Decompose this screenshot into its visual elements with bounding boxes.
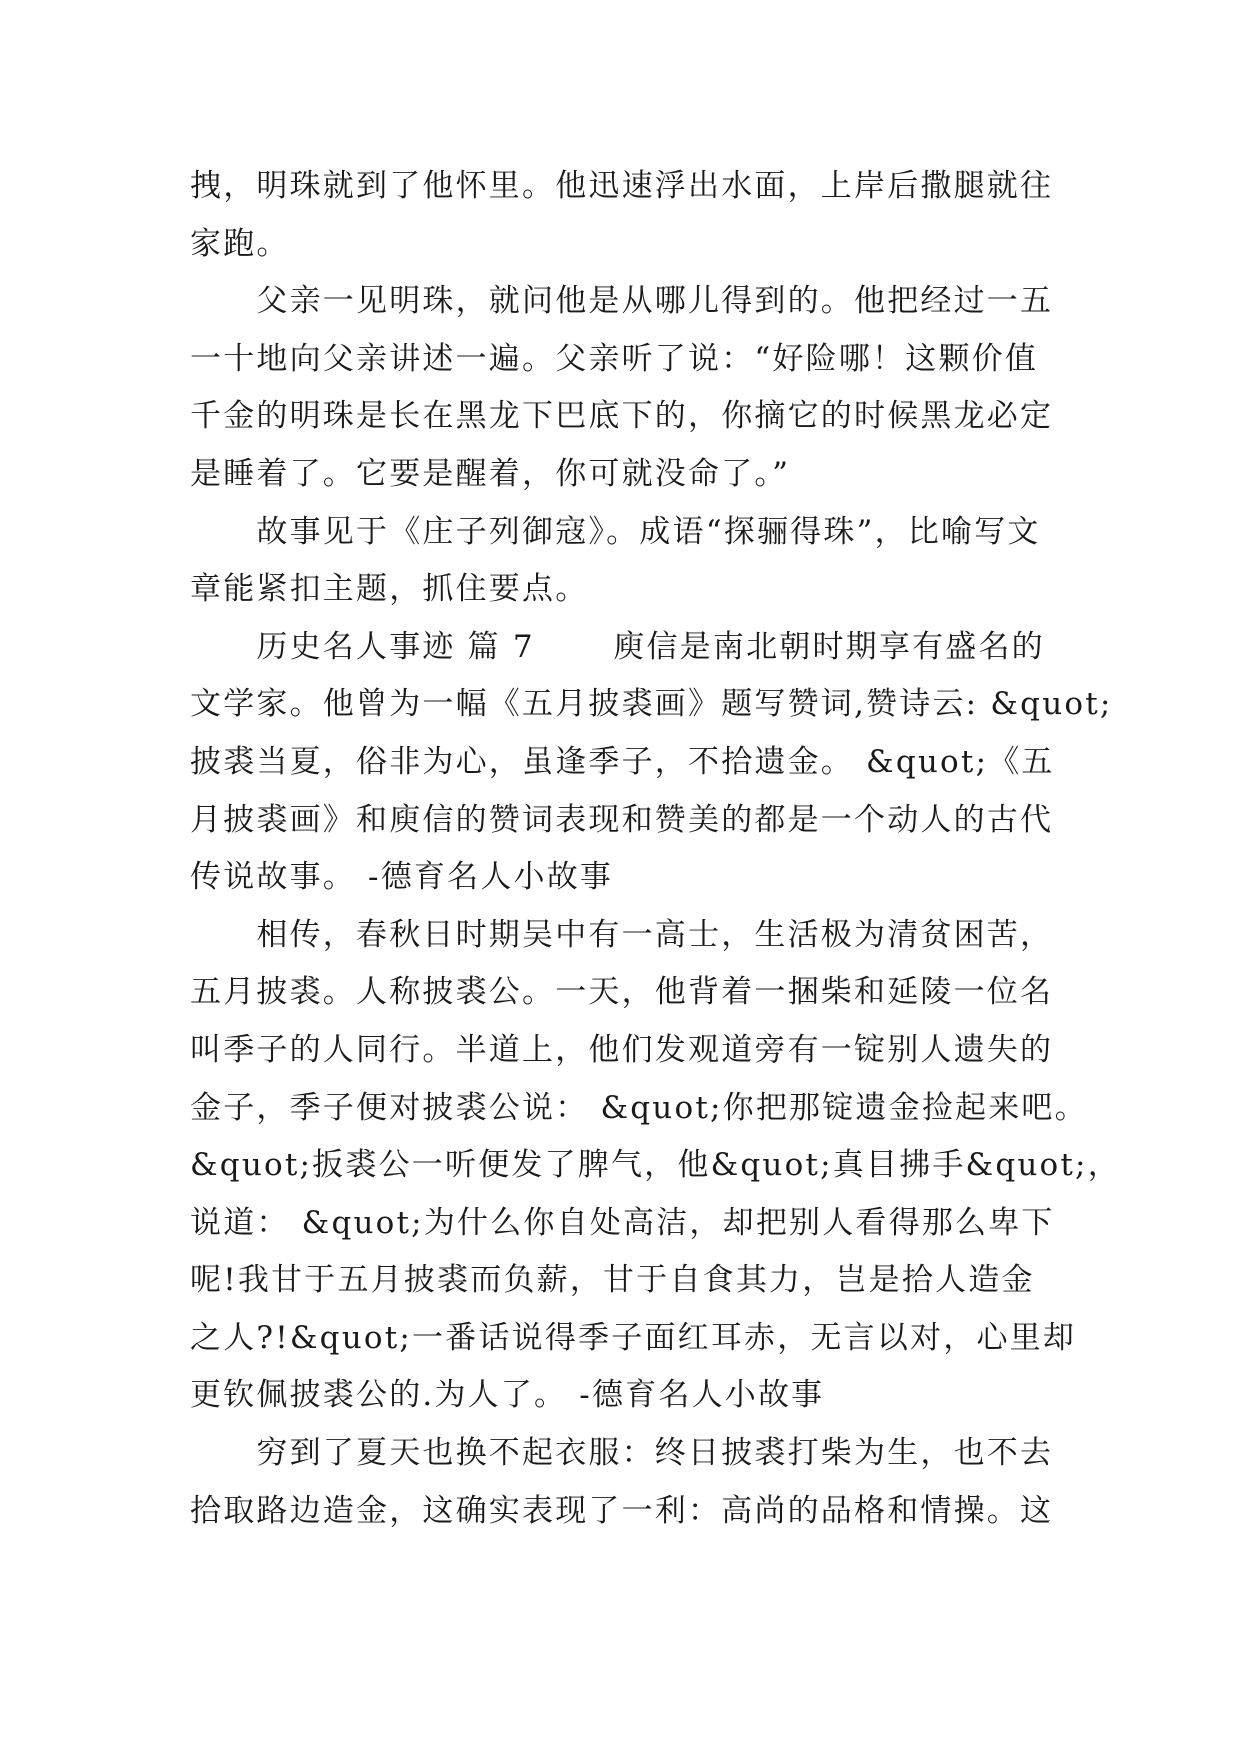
text-line: 文学家。他曾为一幅《五月披裘画》题写赞词,赞诗云: &quot; [190,686,1113,723]
text-line: &quot;扳裘公一听便发了脾气，他&quot;真目拂手&quot;， [190,1147,1121,1184]
text-line: 一十地向父亲讲述一遍。父亲听了说：“好险哪！这颗价值 [190,340,1039,377]
text-line: 拾取路边造金，这确实表现了一利：高尚的品格和情操。这 [190,1492,1054,1529]
text-line: 说道： &quot;为什么你自处高洁，却把别人看得那么卑下 [190,1204,1055,1241]
text-line: 之人?!&quot;一番话说得季子面红耳赤，无言以对，心里却 [190,1319,1077,1356]
text-line: 是睡着了。它要是醒着，你可就没命了。” [190,455,791,492]
text-line: 五月披裘。人称披裘公。一天，他背着一捆柴和延陵一位名 [190,974,1054,1011]
text-line: 更钦佩披裘公的.为人了。 -德育名人小故事 [190,1377,825,1414]
document-body [190,158,1121,1540]
text-line: 呢!我甘于五月披裘而负薪，甘于自食其力，岂是拾人造金 [190,1262,1035,1299]
text-line: 历史名人事迹 篇 7 庾信是南北朝时期享有盛名的 [190,628,1045,665]
text-line: 故事见于《庄子列御寇》。成语“探骊得珠”，比喻写文 [190,513,1041,550]
text-line: 家跑。 [190,225,290,262]
text-line: 章能紧扣主题，抓住要点。 [190,571,589,608]
text-line: 穷到了夏天也换不起衣服：终日披裘打柴为生，也不去 [190,1435,1054,1472]
text-line: 叫季子的人同行。半道上，他们发观道旁有一锭别人遗失的 [190,1031,1054,1068]
text-line: 披裘当夏，俗非为心，虽逢季子，不拾遗金。 &quot;《五 [190,743,1055,780]
text-line: 父亲一见明珠，就问他是从哪儿得到的。他把经过一五 [190,283,1054,320]
text-line: 拽，明珠就到了他怀里。他迅速浮出水面，上岸后撒腿就往 [190,168,1054,204]
text-line: 传说故事。 -德育名人小故事 [190,859,614,896]
text-line: 金子，季子便对披裘公说： &quot;你把那锭遗金捡起来吧。 [190,1089,1088,1126]
text-line: 月披裘画》和庾信的赞词表现和赞美的都是一个动人的古代 [190,801,1054,838]
text-line: 千金的明珠是长在黑龙下巴底下的，你摘它的时候黑龙必定 [190,398,1054,435]
text-line: 相传，春秋日时期吴中有一高士，生活极为清贫困苦， [190,916,1054,953]
